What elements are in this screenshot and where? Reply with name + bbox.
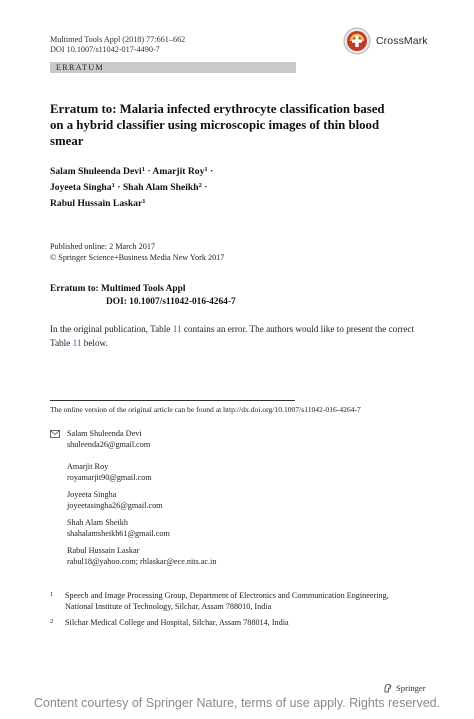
author-affiliation-mark: 1 [142, 198, 146, 205]
author-affiliation-mark: 1 [204, 166, 208, 173]
body-text-part: In the original publication, Table [50, 324, 173, 334]
author-affiliation-mark: 1 [141, 166, 145, 173]
contact-name: Amarjit Roy [67, 462, 109, 471]
contact-email[interactable]: joyeetasingha26@gmail.com [67, 501, 163, 510]
copyright-text: Springer Science+Business Media New York 2017 [58, 253, 225, 262]
contact-block [67, 461, 152, 483]
contact-name: Salam Shuleenda Devi [67, 429, 142, 438]
crossmark-icon [343, 27, 371, 55]
contact-block [67, 545, 216, 567]
contact-email[interactable]: rabul18@yahoo.com; rhlaskar@ece.nits.ac.in [67, 557, 217, 566]
copyright-line [50, 252, 224, 263]
author-name[interactable]: Joyeeta Singha [50, 182, 112, 193]
envelope-icon [50, 430, 60, 438]
contact-block [67, 517, 170, 539]
author-name[interactable]: Amarjit Roy [152, 166, 205, 177]
publisher-name: Springer [396, 683, 426, 693]
courtesy-notice: Content courtesy of Springer Nature, terms of use apply. Rights reserved. [33, 696, 441, 710]
contact-email[interactable]: shahalamsheikh61@gmail.com [67, 529, 170, 538]
springer-horse-icon [383, 683, 393, 693]
author-separator: · [201, 182, 208, 193]
crossmark-badge[interactable] [343, 27, 428, 55]
author-affiliation-mark: 2 [198, 182, 202, 189]
affiliation-line: Silchar Medical College and Hospital, Silchar, Assam 788014, India [65, 618, 289, 627]
body-text-part: below. [81, 337, 108, 348]
affiliation [65, 590, 435, 612]
contact-name: Shah Alam Sheikh [67, 518, 128, 527]
affiliation-number: 2 [50, 618, 54, 625]
author-affiliation-mark: 1 [111, 182, 115, 189]
article-doi: DOI 10.1007/s11042-017-4490-7 [50, 45, 160, 54]
author-separator: · [144, 166, 153, 177]
author-separator: · [114, 182, 123, 193]
affiliation-line: Speech and Image Processing Group, Department of Electronics and Communication Engineering, [65, 591, 389, 600]
affiliation [65, 617, 435, 628]
body-paragraph [50, 323, 425, 350]
crossmark-label: CrossMark [376, 35, 428, 47]
table-link[interactable]: 11 [72, 337, 82, 348]
copyright-symbol: © [50, 253, 57, 262]
footnote-divider [50, 400, 295, 401]
contact-name: Rabul Hussain Laskar [67, 546, 140, 555]
erratum-reference-doi[interactable]: DOI: 10.1007/s11042-016-4264-7 [106, 297, 236, 307]
table-link[interactable]: 11 [172, 324, 182, 334]
author-name[interactable]: Rabul Hussain Laskar [50, 198, 143, 209]
journal-reference: Multimed Tools Appl (2018) 77:661–662 [50, 35, 186, 44]
contact-email[interactable]: royamarjit90@gmail.com [67, 473, 152, 482]
contact-block [67, 428, 150, 450]
footnote-original-article[interactable]: The online version of the original article can be found at http://dx.doi.org/10.1007/s11042-016-4264-7 [50, 405, 361, 414]
author-list [50, 163, 390, 211]
article-title: Erratum to: Malaria infected erythrocyte classification based on a hybrid classifier using microscopic images of thin blood smear [50, 102, 385, 148]
contact-block [67, 489, 163, 511]
author-name[interactable]: Salam Shuleenda Devi [50, 166, 142, 177]
affiliation-line: National Institute of Technology, Silchar, Assam 788010, India [65, 602, 272, 611]
erratum-reference-journal: Erratum to: Multimed Tools Appl [50, 284, 186, 294]
body-text-part: contains an error. The authors would like to present the correct Table [50, 324, 415, 348]
published-date: Published online: 2 March 2017 [50, 242, 156, 251]
author-name[interactable]: Shah Alam Sheikh [122, 182, 199, 193]
author-separator: · [207, 166, 214, 177]
affiliation-number: 1 [50, 591, 54, 598]
contact-name: Joyeeta Singha [67, 490, 117, 499]
section-label: ERRATUM [56, 63, 105, 72]
contact-email[interactable]: shuleenda26@gmail.com [67, 440, 151, 449]
springer-logo [383, 683, 426, 693]
